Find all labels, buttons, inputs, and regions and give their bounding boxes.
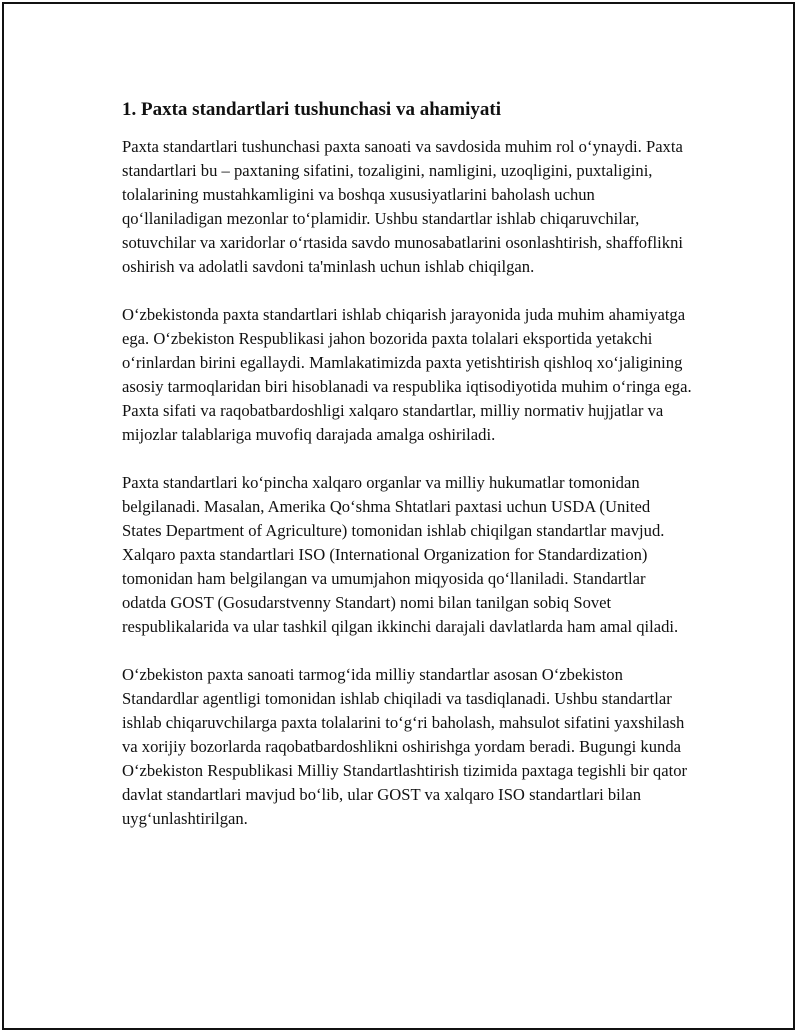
- paragraph-1: Paxta standartlari tushunchasi paxta sanoati va savdosida muhim rol o‘ynaydi. Paxta standartlari bu – paxtaning sifatini, tozaligini, namligini, uzoqligini, puxtaligini, tolalarining mustahkamligini va boshqa xususiyatlarini baholash uchun qo‘llaniladigan mezonlar to‘plamidir. Ushbu standartlar ishlab chiqaruvchilar, sotuvchilar va xaridorlar o‘rtasida savdo munosabatlarini osonlashtirish, shaffoflikni oshirish va adolatli savdoni ta'minlash uchun ishlab chiqilgan.: [122, 137, 683, 276]
- paragraph-3: Paxta standartlari ko‘pincha xalqaro organlar va milliy hukumatlar tomonidan belgilanadi. Masalan, Amerika Qo‘shma Shtatlari paxtasi uchun USDA (United States Department of Agriculture) tomonidan ishlab chiqilgan standartlar mavjud. Xalqaro paxta standartlari ISO (International Organization for Standardization) tomonidan ham belgilangan va umumjahon miqyosida qo‘llaniladi. Standartlar odatda GOST (Gosudarstvenny Standart) nomi bilan tanilgan sobiq Sovet respublikalarida va ular tashkil qilgan ikkinchi darajali davlatlarda ham amal qiladi.: [122, 473, 679, 636]
- document-page: [2, 2, 795, 1030]
- paragraph-4: O‘zbekiston paxta sanoati tarmog‘ida milliy standartlar asosan O‘zbekiston Standardlar agentligi tomonidan ishlab chiqiladi va tasdiqlanadi. Ushbu standartlar ishlab chiqaruvchilarga paxta tolalarini to‘g‘ri baholash, mahsulot sifatini yaxshilash va xorijiy bozorlarda raqobatbardoshlikni oshirishga yordam beradi. Bugungi kunda O‘zbekiston Respublikasi Milliy Standartlashtirish tizimida paxtaga tegishli bir qator davlat standartlari mavjud bo‘lib, ular GOST va xalqaro ISO standartlari bilan uyg‘unlashtirilgan.: [122, 665, 688, 828]
- document-body: [122, 97, 692, 855]
- paragraph-2: O‘zbekistonda paxta standartlari ishlab chiqarish jarayonida juda muhim ahamiyatga ega. O‘zbekiston Respublikasi jahon bozorida paxta tolalari eksportida yetakchi o‘rinlardan birini egallaydi. Mamlakatimizda paxta yetishtirish qishloq xo‘jaligining asosiy tarmoqlaridan biri hisoblanadi va respublika iqtisodiyotida muhim o‘ringa ega. Paxta sifati va raqobatbardoshligi xalqaro standartlar, milliy normativ hujjatlar va mijozlar talablariga muvofiq darajada amalga oshiriladi.: [122, 305, 692, 444]
- section-heading: 1. Paxta standartlari tushunchasi va ahamiyati: [122, 99, 501, 120]
